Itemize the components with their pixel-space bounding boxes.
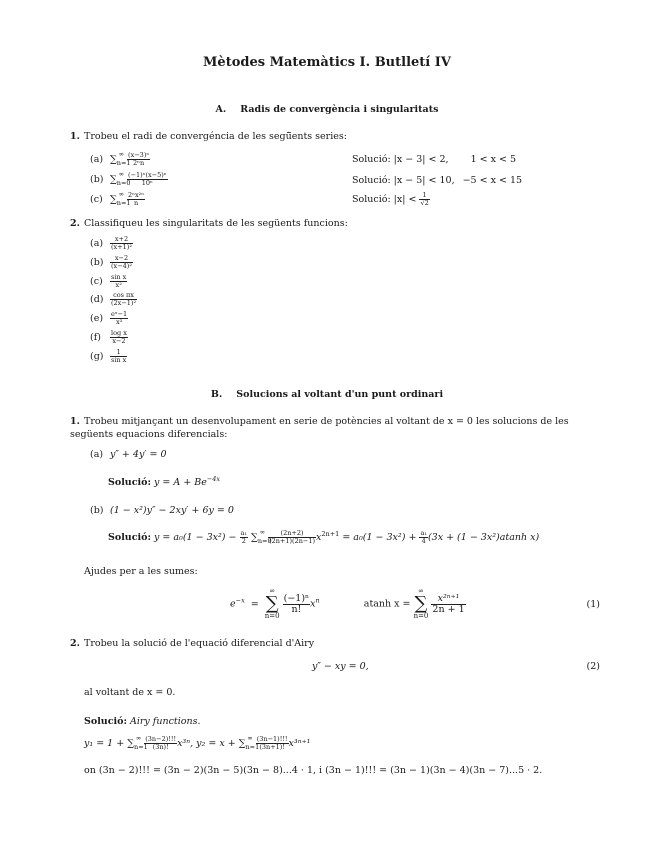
a1-item-b <box>90 170 168 187</box>
sum-symbol: ∑ <box>110 154 117 165</box>
fraction-denominator: sin x <box>111 355 127 364</box>
problem-a1 <box>70 130 600 143</box>
sum-upper-limit: ∞ <box>247 734 253 742</box>
fraction-denominator: 4 <box>421 537 426 545</box>
fraction-numerator: a₁ <box>240 529 247 538</box>
solution-part: (3x + (1 − 3x²)atanh x) <box>427 532 540 543</box>
fraction-denominator: (x+1)² <box>111 242 132 251</box>
fraction-numerator: 1 <box>110 349 127 357</box>
fraction-denominator: (3n)! <box>152 743 169 751</box>
item-label: (b) <box>90 505 104 516</box>
fraction-denominator: x−2 <box>112 336 126 345</box>
a1-item-c <box>90 190 145 207</box>
airy-context: al voltant de x = 0. <box>84 687 176 698</box>
fraction-denominator: (x−4)² <box>111 261 132 270</box>
series-fraction <box>127 172 168 187</box>
fraction-numerator: x²ⁿ⁺¹ <box>431 594 465 605</box>
item-label: (c) <box>90 275 103 287</box>
sum-lower-limit: n=0 <box>413 612 429 620</box>
section-a-number: A. <box>215 104 227 115</box>
exponent: n <box>315 596 320 605</box>
a1-solution-b <box>352 175 522 186</box>
a2-item-b <box>90 255 133 270</box>
solution-label: Solució: <box>84 716 127 727</box>
problem-a1-number: 1. <box>70 131 80 142</box>
fraction-numerator: log x <box>111 329 127 337</box>
equation-1 <box>230 588 466 620</box>
exponent: 2n+1 <box>321 529 340 538</box>
a2-item-a <box>90 236 133 251</box>
item-label: (d) <box>90 293 104 305</box>
equation: (1 − x²)y″ − 2xy′ + 6y = 0 <box>110 505 234 516</box>
fraction-numerator: cos πx <box>110 292 137 300</box>
fraction-numerator: (−1)ⁿ <box>283 592 310 604</box>
fraction-denominator: x³ <box>115 317 123 326</box>
y2-fraction <box>256 736 289 751</box>
item-label: (b) <box>90 174 104 185</box>
fraction-denominator: 2n + 1 <box>432 603 465 615</box>
sum-upper-limit: ∞ <box>418 587 424 595</box>
item-label: (a) <box>90 449 104 460</box>
y1-power: x³ⁿ, <box>177 738 194 749</box>
sum-upper-limit: ∞ <box>135 734 142 742</box>
b1-item-b <box>90 505 234 516</box>
sum-lower-limit: n=0 <box>264 612 280 620</box>
solution-text: Airy functions. <box>129 716 201 727</box>
equation: y″ + 4y′ = 0 <box>110 449 167 460</box>
sum-symbol: ∑ <box>251 532 258 543</box>
y2-lhs: y₂ = x + <box>196 738 236 749</box>
series-fraction <box>431 594 465 615</box>
section-b-title: Solucions al voltant d'un punt ordinari <box>236 389 444 400</box>
fraction-numerator: a₁ <box>420 529 427 538</box>
function-fraction <box>110 311 128 326</box>
y2-power: x³ⁿ⁺¹ <box>288 738 311 749</box>
sum-upper-limit: ∞ <box>118 170 124 178</box>
item-label: (b) <box>90 256 104 268</box>
function-fraction <box>110 236 133 251</box>
sum-symbol: ∑ <box>110 194 117 205</box>
item-label: (g) <box>90 350 104 362</box>
section-b-heading <box>0 389 654 400</box>
sum-symbol: ∑ <box>127 738 135 749</box>
a1-item-a <box>90 150 150 167</box>
fraction-numerator: sin x <box>111 273 127 281</box>
solution-fraction <box>268 530 316 545</box>
a2-item-c <box>90 274 127 289</box>
sum-lower-limit: n=1 <box>116 159 131 167</box>
problem-a2-text: Classifiqueu les singularitats de les següents funcions: <box>84 218 348 229</box>
equation-2-tag: (2) <box>586 661 600 672</box>
sum-symbol: ∑ <box>110 174 117 185</box>
b1-solution-b <box>108 528 539 545</box>
fraction-numerator: x−2 <box>110 255 133 263</box>
fraction-denominator: √2 <box>420 198 429 207</box>
sum-lower-limit: n=0 <box>257 537 272 545</box>
series-fraction <box>127 192 145 207</box>
fraction-numerator: (x−3)ⁿ <box>128 151 150 160</box>
b1-solution-a <box>108 475 220 488</box>
airy-solutions <box>84 734 310 751</box>
item-label: (f) <box>90 331 101 343</box>
sum-lower-limit: n=1 <box>245 743 260 751</box>
equation-1-tag: (1) <box>586 599 600 610</box>
fraction-denominator: 2ⁿn <box>133 159 145 167</box>
sum-block <box>414 588 429 620</box>
exp-base: e <box>230 598 236 610</box>
airy-equation <box>312 661 369 672</box>
a2-item-g <box>90 349 127 364</box>
atanh-lhs: atanh x = <box>363 598 411 610</box>
sum-lower-limit: n=0 <box>116 179 131 187</box>
fraction-numerator: eˣ−1 <box>111 310 128 318</box>
problem-a1-text: Trobeu el radi de convergéncia de les segü̈ents series: <box>84 131 347 142</box>
fraction-numerator: (3n−1)!!! <box>256 735 288 744</box>
function-fraction <box>110 330 128 345</box>
problem-b1-number: 1. <box>70 416 80 427</box>
a1-solution-c <box>352 192 430 207</box>
solution-part: y = a₀(1 − 3x²) − <box>153 532 237 543</box>
sum-upper-limit: ∞ <box>118 150 124 158</box>
solution-label: Solució: <box>108 477 151 489</box>
sum-symbol: ∑ <box>265 593 279 614</box>
problem-b2 <box>70 637 600 650</box>
a2-item-f <box>90 330 128 345</box>
sum-symbol: ∑ <box>414 593 428 614</box>
equals-sign: = <box>250 598 259 610</box>
y1-fraction <box>144 736 177 751</box>
solution-text: Solució: |x − 5| < 10, <box>352 175 455 186</box>
item-label: (a) <box>90 237 104 249</box>
fraction-numerator: 1 <box>419 192 429 200</box>
fraction-denominator: 2 <box>241 537 246 545</box>
exponent: −x <box>235 596 245 605</box>
series-fraction <box>127 152 150 167</box>
sum-block <box>265 588 280 620</box>
sum-upper-limit: ∞ <box>118 190 124 198</box>
sum-lower-limit: n=1 <box>116 199 131 207</box>
b1-item-a <box>90 449 167 460</box>
function-fraction <box>110 349 127 364</box>
item-label: (a) <box>90 154 104 165</box>
fraction-numerator: (2n+2) <box>268 530 316 538</box>
problem-a2-number: 2. <box>70 218 80 229</box>
fraction-denominator: x² <box>115 280 122 289</box>
fraction-numerator: x+2 <box>110 236 133 244</box>
fraction-denominator: (2x−1)² <box>111 298 137 307</box>
section-a-title: Radis de convergència i singularitats <box>240 104 439 115</box>
exponent: −4x <box>206 475 221 483</box>
a2-item-d <box>90 292 137 307</box>
solution-part: = a₀(1 − 3x²) + <box>342 532 417 543</box>
sum-upper-limit: ∞ <box>269 587 276 595</box>
solution-expression: y = A + Be <box>153 477 207 489</box>
solution-label: Solució: <box>108 532 151 543</box>
function-fraction <box>110 255 133 270</box>
y1-lhs: y₁ = 1 + <box>84 738 125 749</box>
section-b-number: B. <box>210 389 223 400</box>
sum-lower-limit: n=1 <box>134 743 148 751</box>
sums-hint: Ajudes per a les sumes: <box>84 566 198 577</box>
double-factorial-definition: on (3n − 2)!!! = (3n − 2)(3n − 5)(3n − 8)...4 · 1, i (3n − 1)!!! = (3n − 1)(3n − 4)(3n − 7)...5 · 2. <box>84 765 543 776</box>
solution-fraction <box>419 192 429 207</box>
series-fraction <box>283 594 311 615</box>
solution-part: x <box>316 532 322 543</box>
fraction-denominator: n! <box>291 603 302 615</box>
solution-text: Solució: |x − 3| < 2, <box>352 154 449 165</box>
fraction-denominator: (2n+1)(2n−1) <box>269 537 316 545</box>
b2-solution-heading <box>84 716 200 727</box>
item-label: (e) <box>90 312 104 324</box>
sum-upper-limit: ∞ <box>259 528 266 536</box>
section-a-heading <box>0 104 654 115</box>
variable: x <box>310 598 316 610</box>
item-label: (c) <box>90 194 103 205</box>
a2-item-e <box>90 311 128 326</box>
a1-solution-a <box>352 154 516 165</box>
function-fraction <box>110 292 137 307</box>
function-fraction <box>110 274 127 289</box>
problem-b2-number: 2. <box>70 638 80 649</box>
problem-b2-text: Trobeu la solució de l'equació diferencial d'Airy <box>84 638 315 649</box>
solution-interval: −5 < x < 15 <box>462 175 523 186</box>
problem-b1 <box>70 415 600 441</box>
fraction-denominator: n <box>133 199 139 207</box>
solution-fraction <box>419 530 427 545</box>
problem-b1-text: Trobeu mitjançant un desenvolupament en serie de potències al voltant de x = 0 les solucions de les següents equacions diferencials: <box>70 416 569 440</box>
fraction-numerator: 2ⁿx²ⁿ <box>128 191 145 200</box>
fraction-denominator: 10ⁿ <box>141 179 153 187</box>
document-title: Mètodes Matemàtics I. Butlletí IV <box>203 55 451 70</box>
fraction-numerator: (−1)ⁿ(x−5)ⁿ <box>128 171 167 180</box>
problem-a2 <box>70 217 600 230</box>
solution-fraction <box>240 530 248 545</box>
solution-interval: 1 < x < 5 <box>470 154 517 165</box>
fraction-numerator: (3n−2)!!! <box>145 735 177 744</box>
sum-symbol: ∑ <box>238 738 246 749</box>
equation: y″ − xy = 0, <box>312 661 369 672</box>
solution-text: Solució: |x| < <box>352 193 417 205</box>
fraction-denominator: (3n+1)! <box>259 743 285 751</box>
